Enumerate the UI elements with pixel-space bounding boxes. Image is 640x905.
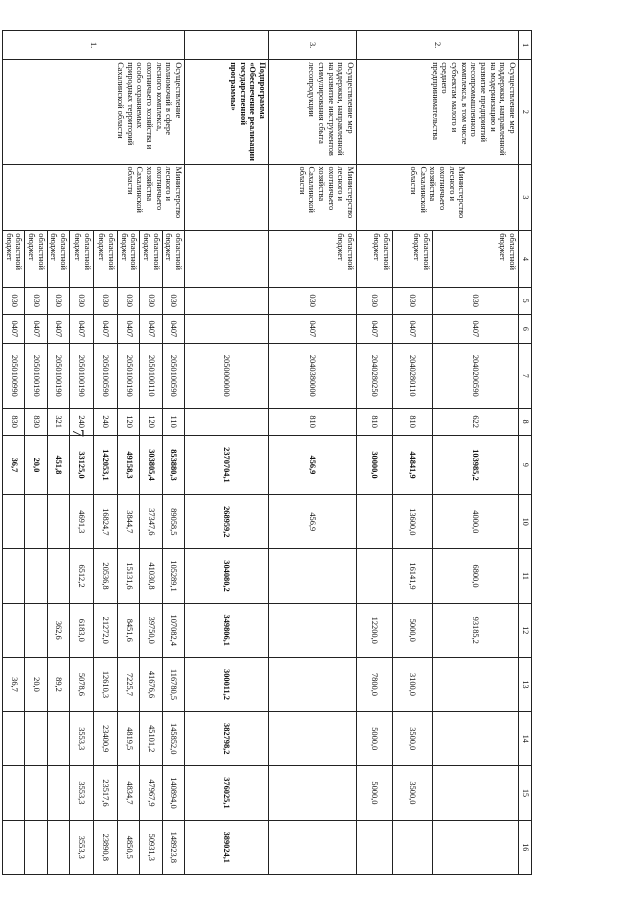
budget-code-c8: 810 [269, 408, 357, 435]
funding-source: областной бюджет [118, 231, 140, 287]
amount-c14: 4819,5 [118, 712, 140, 766]
amount-c13 [433, 657, 519, 711]
amount-c16 [393, 820, 433, 874]
executor: Министерство лесного и охотничьего хозяйства Сахалинской области [3, 164, 185, 231]
amount-c13: 3100,0 [393, 657, 433, 711]
column-number-row [519, 31, 532, 875]
funding-source [185, 231, 269, 287]
funding-source: областной бюджет [70, 231, 94, 287]
amount-c15: 5000,0 [357, 766, 393, 820]
amount-c14: 23400,9 [94, 712, 118, 766]
amount-c11: 6512,2 [70, 549, 94, 603]
amount-c9: 44841,9 [393, 435, 433, 494]
amount-c16 [433, 820, 519, 874]
amount-c12: 39750,0 [140, 603, 162, 657]
row-number: 3. [269, 31, 357, 60]
budget-code-c7: 2050100190 [47, 343, 69, 408]
budget-code-c5: 030 [269, 287, 357, 314]
amount-c9: 2370704,1 [185, 435, 269, 494]
funding-source: областной бюджет [3, 231, 25, 287]
budget-code-c6: 0407 [393, 314, 433, 343]
executor: Министерство лесного и охотничьего хозяйства Сахалинской области [357, 164, 519, 231]
amount-c15: 3500,0 [393, 766, 433, 820]
row-number [185, 31, 269, 60]
activity-name: Подпрограмма «Обеспечение реализации государственной программы» [185, 60, 269, 164]
amount-c15 [47, 766, 69, 820]
amount-c12: 93185,2 [433, 603, 519, 657]
amount-c16: 148923,8 [162, 820, 184, 874]
budget-code-c7: 2050100590 [162, 343, 184, 408]
column-number: 3 [519, 164, 532, 231]
amount-c11: 304080,2 [185, 549, 269, 603]
page-number: 7 [69, 429, 86, 437]
amount-c11: 16141,9 [393, 549, 433, 603]
column-number: 10 [519, 495, 532, 549]
amount-c14 [25, 712, 47, 766]
amount-c10: 4691,3 [70, 495, 94, 549]
budget-code-c5: 030 [393, 287, 433, 314]
amount-c11: 6800,0 [433, 549, 519, 603]
amount-c15: 140894,0 [162, 766, 184, 820]
amount-c9: 20,0 [25, 435, 47, 494]
budget-code-c8: 120 [118, 408, 140, 435]
amount-c10 [47, 495, 69, 549]
budget-code-c8: 240 [70, 408, 94, 435]
amount-c11: 15131,6 [118, 549, 140, 603]
amount-c9: 303805,4 [140, 435, 162, 494]
budget-code-c5 [185, 287, 269, 314]
budget-code-c7: 2050100110 [140, 343, 162, 408]
budget-code-c6: 0407 [94, 314, 118, 343]
amount-c13: 116780,5 [162, 657, 184, 711]
budget-code-c8: 810 [357, 408, 393, 435]
budget-code-c8: 810 [393, 408, 433, 435]
amount-c12: 362,6 [47, 603, 69, 657]
amount-c15: 47967,9 [140, 766, 162, 820]
amount-c15: 3553,3 [70, 766, 94, 820]
budget-code-c7: 2050100990 [3, 343, 25, 408]
amount-c9: 33125,0 [70, 435, 94, 494]
column-number: 13 [519, 657, 532, 711]
amount-c15 [25, 766, 47, 820]
budget-code-c5: 030 [162, 287, 184, 314]
amount-c12: 349806,1 [185, 603, 269, 657]
funding-source: областной бюджет [433, 231, 519, 287]
amount-c9: 853880,3 [162, 435, 184, 494]
amount-c15: 23517,6 [94, 766, 118, 820]
executor: Министерство лесного и охотничьего хозяйства Сахалинской области [269, 164, 357, 231]
amount-c16: 3553,3 [70, 820, 94, 874]
activity-name: Осуществление мер поддержки, направленной на модернизацию и развитие предприятий лесопромышленного комплекса, в том числе субъектам малого и среднего предпринимательства [357, 60, 519, 164]
budget-code-c7: 2040380000 [269, 343, 357, 408]
column-number: 1 [519, 31, 532, 60]
amount-c15: 376025,1 [185, 766, 269, 820]
amount-c12: 21272,0 [94, 603, 118, 657]
amount-c16: 23890,8 [94, 820, 118, 874]
amount-c16 [3, 820, 25, 874]
column-number: 8 [519, 408, 532, 435]
budget-code-c5: 030 [94, 287, 118, 314]
amount-c10: 37347,6 [140, 495, 162, 549]
amount-c12 [3, 603, 25, 657]
amount-c16 [25, 820, 47, 874]
funding-source: областной бюджет [162, 231, 184, 287]
budget-code-c5: 030 [357, 287, 393, 314]
amount-c16: 4850,5 [118, 820, 140, 874]
amount-c16 [47, 820, 69, 874]
amount-c10: 4000,0 [433, 495, 519, 549]
amount-c10: 13600,0 [393, 495, 433, 549]
budget-code-c5: 030 [118, 287, 140, 314]
column-number: 5 [519, 287, 532, 314]
budget-code-c6: 0407 [47, 314, 69, 343]
budget-code-c5: 030 [140, 287, 162, 314]
amount-c9: 451,8 [47, 435, 69, 494]
budget-code-c8: 830 [25, 408, 47, 435]
column-number: 16 [519, 820, 532, 874]
budget-code-c7: 2050000000 [185, 343, 269, 408]
amount-c12: 6183,0 [70, 603, 94, 657]
amount-c12: 12200,0 [357, 603, 393, 657]
budget-code-c8: 830 [3, 408, 25, 435]
amount-c12: 5000,0 [393, 603, 433, 657]
amount-c11: 41030,8 [140, 549, 162, 603]
amount-c9: 142053,1 [94, 435, 118, 494]
budget-code-c5: 030 [3, 287, 25, 314]
amount-c14 [47, 712, 69, 766]
table-row [185, 31, 269, 875]
amount-c13: 89,2 [47, 657, 69, 711]
column-number: 9 [519, 435, 532, 494]
column-number: 11 [519, 549, 532, 603]
amount-c14: 45101,2 [140, 712, 162, 766]
budget-code-c5: 030 [70, 287, 94, 314]
executor [185, 164, 269, 231]
amount-c10: 89058,5 [162, 495, 184, 549]
column-number: 15 [519, 766, 532, 820]
table-row [269, 31, 357, 875]
amount-c12: 107082,4 [162, 603, 184, 657]
budget-code-c7: 2050100190 [118, 343, 140, 408]
amount-c12 [269, 603, 357, 657]
amount-c10 [25, 495, 47, 549]
budget-code-c6: 0407 [70, 314, 94, 343]
amount-c15 [269, 766, 357, 820]
funding-source: областной бюджет [140, 231, 162, 287]
budget-code-c7: 2050100590 [94, 343, 118, 408]
budget-code-c7: 2040280110 [393, 343, 433, 408]
amount-c13 [269, 657, 357, 711]
amount-c13: 36,7 [3, 657, 25, 711]
budget-code-c6: 0407 [140, 314, 162, 343]
rotated-table-container [4, 30, 532, 875]
column-number: 2 [519, 60, 532, 164]
amount-c13: 20,0 [25, 657, 47, 711]
table-body [3, 31, 532, 875]
amount-c13: 7225,7 [118, 657, 140, 711]
budget-code-c6: 0407 [162, 314, 184, 343]
funding-source: областной бюджет [269, 231, 357, 287]
amount-c10 [3, 495, 25, 549]
amount-c9: 456,9 [269, 435, 357, 494]
amount-c15 [3, 766, 25, 820]
budget-code-c5: 030 [47, 287, 69, 314]
amount-c16 [269, 820, 357, 874]
amount-c16 [357, 820, 393, 874]
amount-c16: 50931,3 [140, 820, 162, 874]
amount-c11 [47, 549, 69, 603]
budget-code-c7: 2050100190 [25, 343, 47, 408]
funding-source: областной бюджет [393, 231, 433, 287]
row-number: 2. [357, 31, 519, 60]
amount-c9: 30000,0 [357, 435, 393, 494]
budget-code-c8: 110 [162, 408, 184, 435]
budget-code-c7: 2040280250 [357, 343, 393, 408]
amount-c15: 4834,7 [118, 766, 140, 820]
funding-source: областной бюджет [47, 231, 69, 287]
row-number: 1. [3, 31, 185, 60]
amount-c11: 20536,8 [94, 549, 118, 603]
budget-code-c6: 0407 [25, 314, 47, 343]
column-number: 7 [519, 343, 532, 408]
activity-name: Осуществление полномочий в сфере лесного комплекса, охотничьего хозяйства и особо охраняемых природных территорий Сахалинской области [3, 60, 185, 164]
budget-code-c8: 321 [47, 408, 69, 435]
table-row [162, 31, 184, 875]
column-number: 6 [519, 314, 532, 343]
budget-code-c6: 0407 [269, 314, 357, 343]
amount-c14: 382798,2 [185, 712, 269, 766]
amount-c10: 268959,2 [185, 495, 269, 549]
amount-c11 [269, 549, 357, 603]
amount-c12: 8451,6 [118, 603, 140, 657]
amount-c14: 3553,3 [70, 712, 94, 766]
amount-c15 [433, 766, 519, 820]
amount-c10 [357, 495, 393, 549]
activity-name: Осуществление мер поддержки, направленной на развитие инструментов стимулирования сбыта лесопродукции [269, 60, 357, 164]
amount-c11: 105289,1 [162, 549, 184, 603]
budget-code-c8: 622 [433, 408, 519, 435]
amount-c13: 12610,3 [94, 657, 118, 711]
budget-code-c8 [185, 408, 269, 435]
funding-source: областной бюджет [357, 231, 393, 287]
column-number: 12 [519, 603, 532, 657]
budget-code-c6 [185, 314, 269, 343]
amount-c13: 41676,6 [140, 657, 162, 711]
budget-code-c6: 0407 [357, 314, 393, 343]
budget-code-c7: 2040200590 [433, 343, 519, 408]
funding-source: областной бюджет [94, 231, 118, 287]
amount-c10: 16824,7 [94, 495, 118, 549]
amount-c13: 300011,2 [185, 657, 269, 711]
funding-source: областной бюджет [25, 231, 47, 287]
budget-code-c8: 120 [140, 408, 162, 435]
amount-c9: 49158,3 [118, 435, 140, 494]
budget-code-c6: 0407 [118, 314, 140, 343]
column-number: 4 [519, 231, 532, 287]
budget-table [2, 30, 532, 875]
amount-c14: 5000,0 [357, 712, 393, 766]
budget-code-c5: 030 [25, 287, 47, 314]
amount-c11 [357, 549, 393, 603]
column-number: 14 [519, 712, 532, 766]
amount-c14: 145852,0 [162, 712, 184, 766]
budget-code-c6: 0407 [3, 314, 25, 343]
amount-c12 [25, 603, 47, 657]
amount-c14: 3500,0 [393, 712, 433, 766]
budget-code-c6: 0407 [433, 314, 519, 343]
budget-code-c7: 2050100190 [70, 343, 94, 408]
amount-c9: 103985,2 [433, 435, 519, 494]
budget-code-c5: 030 [433, 287, 519, 314]
amount-c11 [3, 549, 25, 603]
amount-c14 [433, 712, 519, 766]
amount-c14 [3, 712, 25, 766]
amount-c11 [25, 549, 47, 603]
budget-code-c8: 240 [94, 408, 118, 435]
table-row [433, 31, 519, 875]
amount-c10: 3844,7 [118, 495, 140, 549]
amount-c10: 456,9 [269, 495, 357, 549]
amount-c16: 389024,1 [185, 820, 269, 874]
amount-c13: 5078,6 [70, 657, 94, 711]
amount-c14 [269, 712, 357, 766]
amount-c9: 36,7 [3, 435, 25, 494]
amount-c13: 7800,0 [357, 657, 393, 711]
